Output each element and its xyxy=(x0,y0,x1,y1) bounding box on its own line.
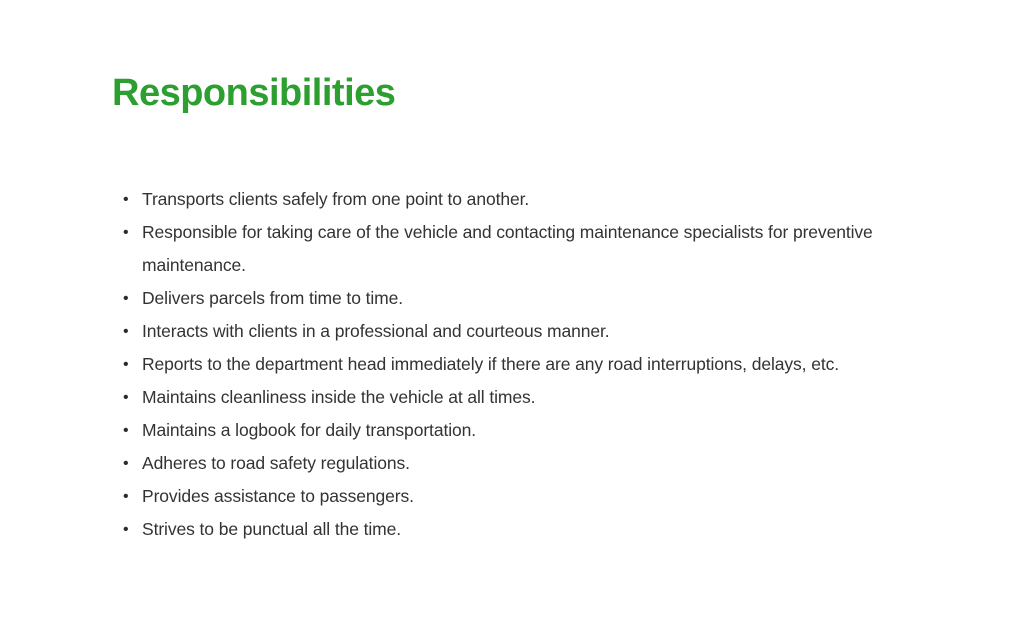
list-item xyxy=(122,315,904,348)
list-item-text: Strives to be punctual all the time. xyxy=(142,519,402,539)
list-item xyxy=(122,480,904,513)
page-title: Responsibilities xyxy=(112,72,396,114)
responsibilities-list xyxy=(122,183,904,546)
list-item-text: Interacts with clients in a professional and courteous manner. xyxy=(142,321,610,341)
bullet-icon: • xyxy=(123,488,129,505)
list-item-text: Reports to the department head immediately if there are any road interruptions, delays, etc. xyxy=(142,354,840,374)
list-item xyxy=(122,513,904,546)
bullet-icon: • xyxy=(123,323,129,340)
bullet-icon: • xyxy=(123,521,129,538)
list-item-text: Maintains a logbook for daily transportation. xyxy=(142,420,477,440)
list-item-text: Transports clients safely from one point to another. xyxy=(142,189,530,209)
list-item xyxy=(122,447,904,480)
list-item-text: Maintains cleanliness inside the vehicle at all times. xyxy=(142,387,536,407)
bullet-icon: • xyxy=(123,455,129,472)
list-item xyxy=(122,183,904,216)
list-item-text: Provides assistance to passengers. xyxy=(142,486,414,506)
bullet-icon: • xyxy=(123,422,129,439)
bullet-icon: • xyxy=(123,290,129,307)
list-item-text: Responsible for taking care of the vehicle and contacting maintenance specialists for preventive maintenance. xyxy=(142,222,873,275)
bullet-icon: • xyxy=(123,356,129,373)
list-item-text: Delivers parcels from time to time. xyxy=(142,288,404,308)
bullet-icon: • xyxy=(123,224,129,241)
list-item-text: Adheres to road safety regulations. xyxy=(142,453,410,473)
bullet-icon: • xyxy=(123,191,129,208)
list-item xyxy=(122,381,904,414)
list-item xyxy=(122,348,904,381)
list-item xyxy=(122,282,904,315)
list-item xyxy=(122,216,904,282)
list-item xyxy=(122,414,904,447)
bullet-icon: • xyxy=(123,389,129,406)
